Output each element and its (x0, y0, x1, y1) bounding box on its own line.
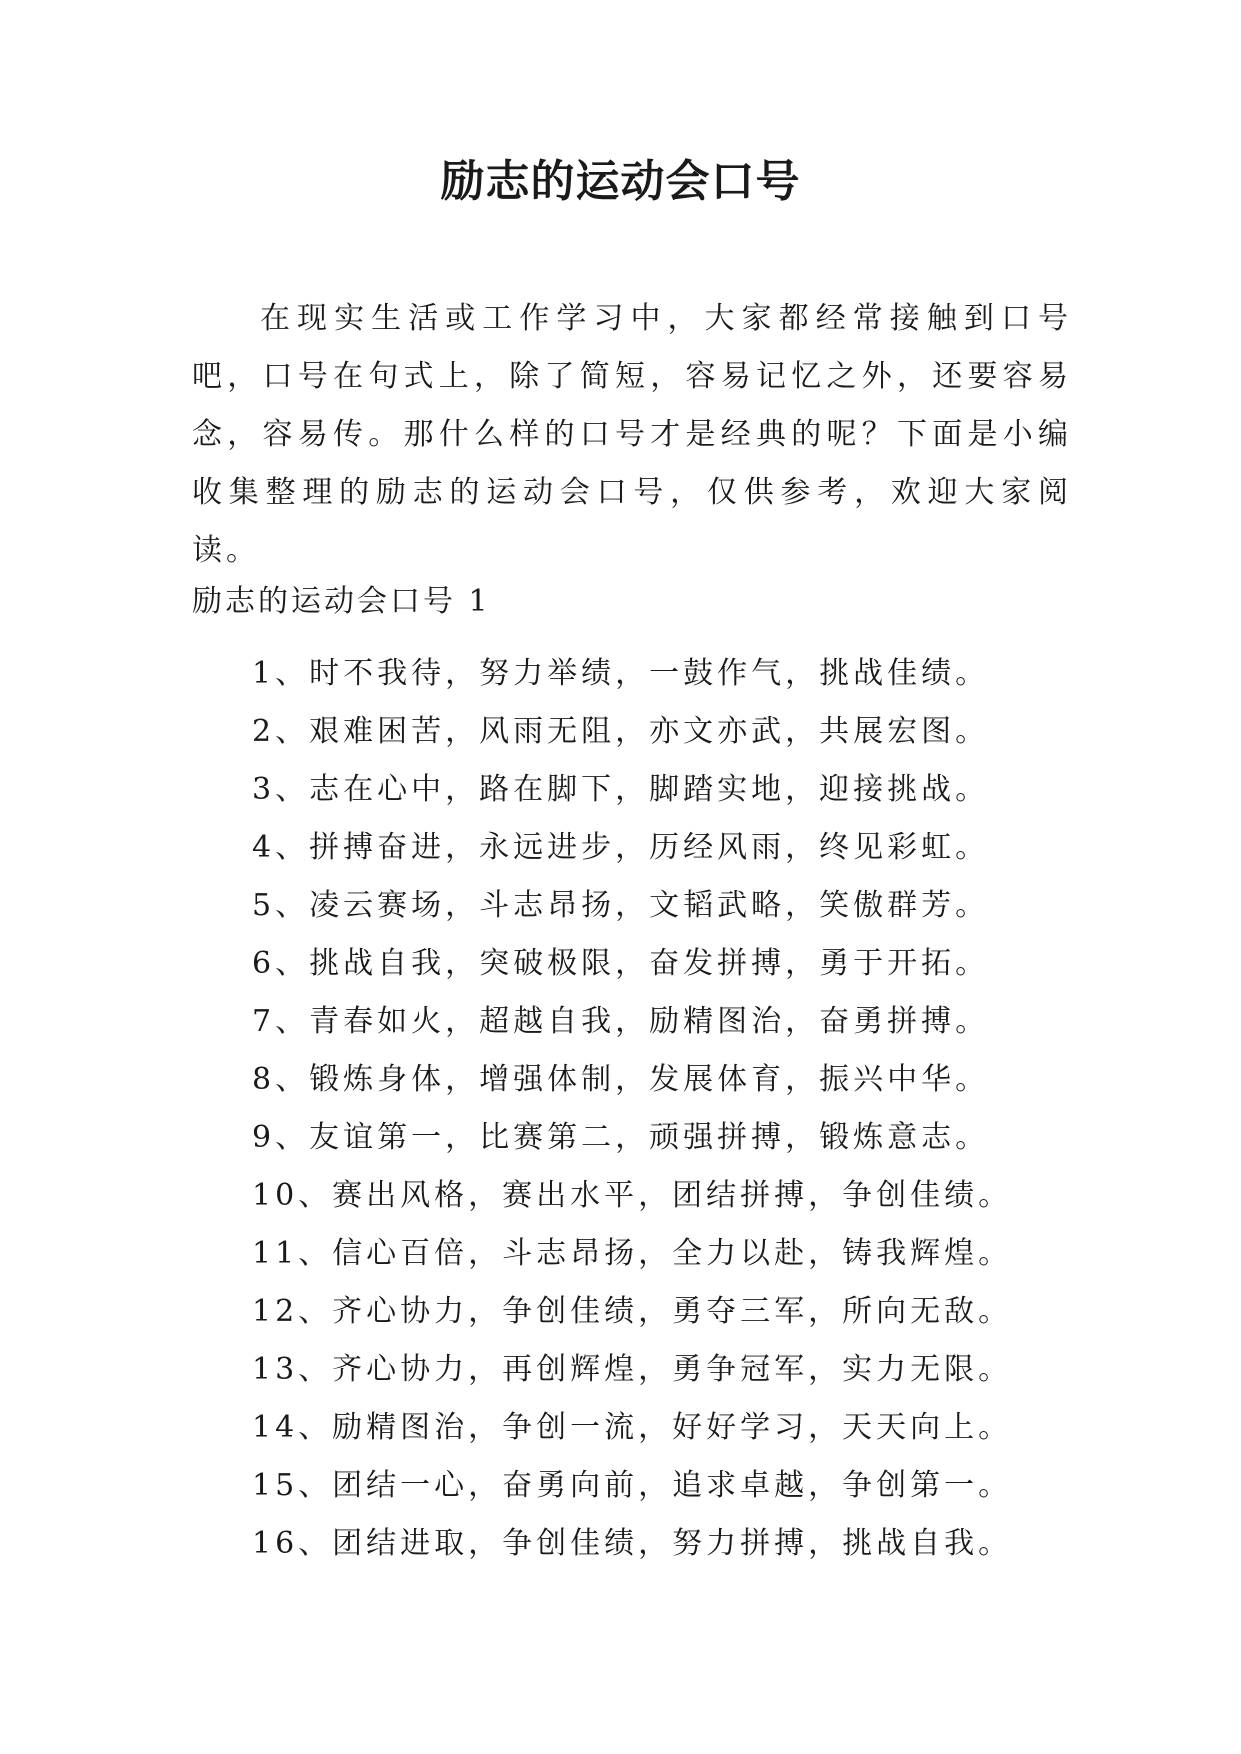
slogan-item: 6、挑战自我，突破极限，奋发拼搏，勇于开拓。 (252, 946, 990, 981)
slogan-list (252, 645, 1072, 1573)
slogan-item: 10、赛出风格，赛出水平，团结拼搏，争创佳绩。 (252, 1178, 1013, 1213)
slogan-item: 12、齐心协力，争创佳绩，勇夺三军，所向无敌。 (252, 1294, 1013, 1329)
intro-paragraph: 在现实生活或工作学习中，大家都经常接触到口号吧，口号在句式上，除了简短，容易记忆之外，还要容易念，容易传。那什么样的口号才是经典的呢？下面是小编收集整理的励志的运动会口号，仅供参考，欢迎大家阅读。 (192, 301, 1072, 568)
document-title: 励志的运动会口号 (440, 156, 801, 207)
slogan-item: 3、志在心中，路在脚下，脚踏实地，迎接挑战。 (252, 772, 990, 807)
slogan-item: 16、团结进取，争创佳绩，努力拼搏，挑战自我。 (252, 1526, 1013, 1561)
slogan-item: 2、艰难困苦，风雨无阻，亦文亦武，共展宏图。 (252, 714, 990, 749)
slogan-item: 4、拼搏奋进，永远进步，历经风雨，终见彩虹。 (252, 830, 990, 865)
slogan-item: 13、齐心协力，再创辉煌，勇争冠军，实力无限。 (252, 1352, 1013, 1387)
slogan-item: 11、信心百倍，斗志昂扬，全力以赴，铸我辉煌。 (252, 1236, 1013, 1271)
slogan-item: 14、励精图治，争创一流，好好学习，天天向上。 (252, 1410, 1013, 1445)
slogan-item: 15、团结一心，奋勇向前，追求卓越，争创第一。 (252, 1468, 1013, 1503)
section-heading: 励志的运动会口号 1 (192, 584, 491, 619)
slogan-item: 9、友谊第一，比赛第二，顽强拼搏，锻炼意志。 (252, 1120, 990, 1155)
slogan-item: 8、锻炼身体，增强体制，发展体育，振兴中华。 (252, 1062, 990, 1097)
slogan-item: 1、时不我待，努力举绩，一鼓作气，挑战佳绩。 (252, 656, 990, 691)
slogan-item: 7、青春如火，超越自我，励精图治，奋勇拼搏。 (252, 1004, 990, 1039)
slogan-item: 5、凌云赛场，斗志昂扬，文韬武略，笑傲群芳。 (252, 888, 990, 923)
